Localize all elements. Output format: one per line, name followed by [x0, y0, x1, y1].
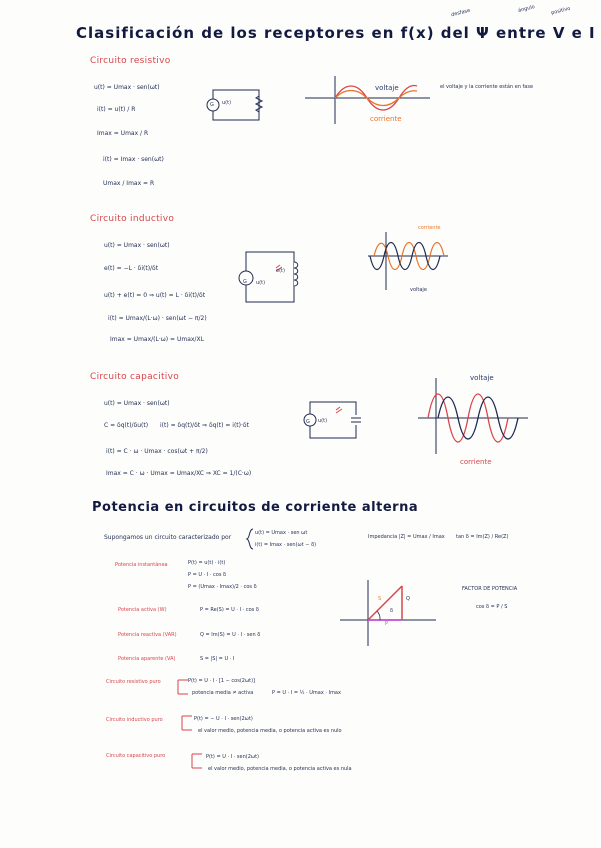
triangle-label-Q: Q [406, 596, 410, 602]
row-reactiva-label: Potencia reactiva (VAR) [118, 632, 177, 638]
cap-circuit-load: u(t) [318, 418, 328, 424]
row-aparente-formula: S = |S| = U · I [200, 656, 235, 662]
instant-label: Potencia instantánea [115, 562, 168, 568]
inductive-circuit-diagram [238, 246, 300, 308]
heading-resistivo: Circuito resistivo [90, 56, 171, 66]
cap-graph-voltaje: voltaje [470, 374, 494, 382]
cap-graph-corriente: corriente [460, 458, 492, 466]
triangle-label-S: S [378, 596, 382, 602]
ind-formula-3: u(t) + e(t) = 0 ⇒ u(t) = L · δi(t)/δt [104, 292, 206, 299]
res-circuit-load: u(t) [222, 100, 232, 106]
cap-circuit-source: G [306, 419, 310, 425]
ind-formula-5: Imax = Umax/(L·ω) = Umax/XL [110, 336, 204, 343]
heading-inductivo: Circuito inductivo [90, 214, 175, 224]
inductive-wave-graph [368, 232, 448, 292]
case-capacitivo-formula: P(t) = U · I · sen(2ωt) [206, 754, 259, 760]
row-activa-label: Potencia activa (W) [118, 607, 167, 613]
ind-circuit-emf: e(t) [276, 268, 285, 274]
case-inductivo-note: el valor medio, potencia media, o potencia activa es nulo [198, 728, 342, 734]
heading-potencia: Potencia en circuitos de corriente alterna [92, 500, 419, 515]
resistive-wave-graph [305, 76, 430, 126]
ind-circuit-load: u(t) [256, 280, 266, 286]
triangle-label-P: P [385, 621, 389, 627]
cap-formula-3: i(t) = δq(t)/δt ⇒ δq(t) = i(t)·δt [160, 422, 249, 429]
cap-formula-5: Imax = C · ω · Umax = Umax/XC ⇒ XC = 1/(C·ω) [106, 470, 252, 477]
res-graph-voltaje: voltaje [375, 84, 399, 92]
case-resistivo-extra: P = U · I = ½ · Umax · Imax [272, 690, 341, 696]
ind-graph-corriente: corriente [418, 225, 441, 231]
ind-graph-voltaje: voltaje [410, 287, 427, 293]
row-reactiva-formula: Q = Im(S) = U · I · sen δ [200, 632, 261, 638]
ind-formula-1: u(t) = Umax · sen(ωt) [104, 242, 170, 249]
impedance-formula: Impedancia |Z| = Umax / Imax [368, 534, 445, 540]
res-graph-corriente: corriente [370, 115, 402, 123]
triangle-label-delta: δ [390, 608, 394, 614]
res-formula-2: i(t) = u(t) / R [97, 106, 136, 113]
brace-line-1: u(t) = Umax · sen ωt [255, 530, 308, 536]
case-resistivo-label: Circuito resistivo puro [106, 679, 161, 685]
case-inductivo-formula: P(t) = − U · I · sen(2ωt) [194, 716, 253, 722]
capacitive-wave-graph [418, 376, 528, 456]
case-capacitivo-arrow [190, 752, 204, 770]
instant-formula-2: P = U · I · cos δ [188, 572, 227, 578]
factor-formula: cos δ = P / S [476, 604, 508, 610]
tan-formula: tan δ = Im(Z) / Re(Z) [456, 534, 509, 540]
ind-formula-4: i(t) = Umax/(L·ω) · sen(ωt − π/2) [108, 315, 207, 322]
res-formula-3: Imax = Umax / R [97, 130, 149, 137]
res-graph-note: el voltaje y la corriente están en fase [440, 84, 534, 90]
res-formula-4: i(t) = Imax · sen(ωt) [103, 156, 164, 163]
case-capacitivo-note: el valor medio, potencia media, o potencia activa es nula [208, 766, 352, 772]
cap-formula-1: u(t) = Umax · sen(ωt) [104, 400, 170, 407]
case-capacitivo-label: Circuito capacitivo puro [106, 753, 166, 759]
instant-formula-1: P(t) = u(t) · i(t) [188, 560, 226, 566]
brace-line-2: i(t) = Imax · sen(ωt − δ) [255, 542, 317, 548]
ind-circuit-source: G [243, 279, 247, 285]
res-formula-5: Umax / Imax = R [103, 180, 155, 187]
case-inductivo-label: Circuito inductivo puro [106, 717, 163, 723]
row-aparente-label: Potencia aparente (VA) [118, 656, 176, 662]
res-circuit-source: G [210, 102, 214, 108]
heading-capacitivo: Circuito capacitivo [90, 372, 180, 382]
cap-formula-4: i(t) = C · ω · Umax · cos(ωt + π/2) [106, 448, 208, 455]
page-title: Clasificación de los receptores en f(x) del Ψ entre V e I [76, 24, 596, 42]
power-intro: Supongamos un circuito caracterizado por [104, 534, 232, 541]
title-note-angulo: ángulo [517, 4, 536, 14]
case-resistivo-note: potencia media ≠ activa [192, 690, 254, 696]
instant-formula-3: P = (Umax · Imax)/2 · cos δ [188, 584, 257, 590]
row-activa-formula: P = Re(S) = U · I · cos δ [200, 607, 259, 613]
title-note-positivo: positivo [550, 5, 572, 17]
ind-formula-2: e(t) = −L · δi(t)/δt [104, 265, 159, 272]
case-resistivo-formula: P(t) = U · I · [1 − cos(2ωt)] [188, 678, 256, 684]
brace [246, 528, 254, 550]
cap-formula-2: C = δq(t)/δu(t) [104, 422, 149, 429]
factor-title: FACTOR DE POTENCIA [462, 586, 518, 592]
case-inductivo-arrow [180, 714, 194, 732]
res-formula-1: u(t) = Umax · sen(ωt) [94, 84, 160, 91]
title-note-desfase: desfase [450, 7, 471, 19]
